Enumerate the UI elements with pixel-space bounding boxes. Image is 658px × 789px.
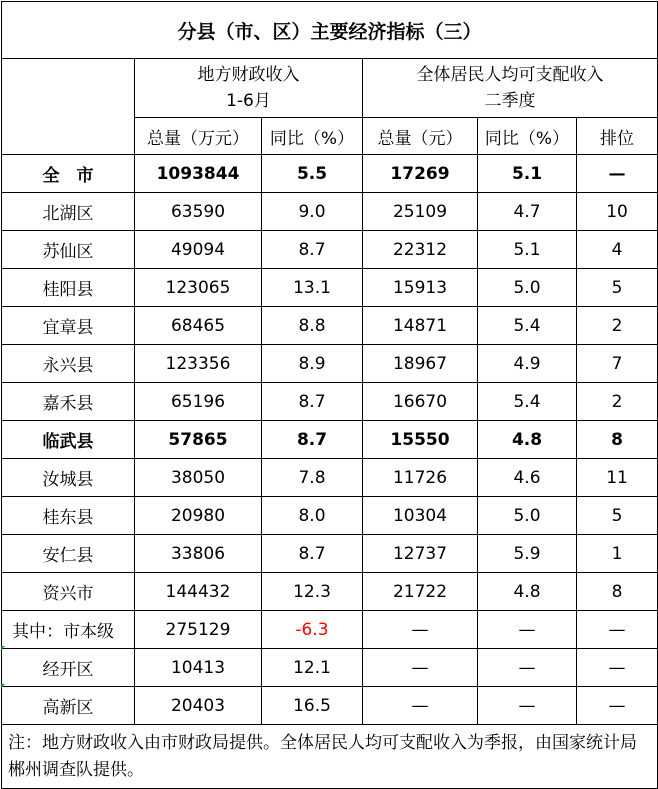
table-row — [2, 459, 658, 497]
row-name: 临武县 — [2, 421, 135, 459]
table-row — [2, 269, 658, 307]
income-group-period: 二季度 — [484, 91, 536, 111]
income-yoy-cell: 5.9 — [478, 535, 577, 573]
fiscal-yoy-cell: 12.1 — [262, 649, 363, 687]
fiscal-yoy-cell: 8.7 — [262, 231, 363, 269]
fiscal-yoy-cell: 8.7 — [262, 383, 363, 421]
income-yoy-cell: 5.1 — [478, 231, 577, 269]
table-row — [2, 155, 658, 193]
col-header-income-yoy: 同比（%） — [478, 118, 577, 155]
fiscal-yoy-cell: 8.0 — [262, 497, 363, 535]
income-yoy-cell: — — [478, 687, 577, 725]
fiscal-yoy-cell: 13.1 — [262, 269, 363, 307]
col-header-rank: 排位 — [577, 118, 658, 155]
row-name: 嘉禾县 — [2, 383, 135, 421]
table-row — [2, 611, 658, 649]
table-title: 分县（市、区）主要经济指标（三） — [2, 2, 658, 59]
cell-marker-icon — [1, 684, 5, 688]
fiscal-group-title: 地方财政收入 — [197, 65, 300, 85]
fiscal-total-cell: 33806 — [135, 535, 262, 573]
col-header-fiscal-total: 总量（万元） — [135, 118, 262, 155]
income-yoy-cell: 4.9 — [478, 345, 577, 383]
fiscal-total-cell: 63590 — [135, 193, 262, 231]
income-total-cell: 18967 — [363, 345, 478, 383]
cell-marker-icon — [1, 646, 5, 650]
rank-cell: 7 — [577, 345, 658, 383]
table-row — [2, 193, 658, 231]
row-name: 资兴市 — [2, 573, 135, 611]
row-name: 全 市 — [2, 155, 135, 193]
rank-cell: 4 — [577, 231, 658, 269]
rank-cell: 2 — [577, 307, 658, 345]
fiscal-total-cell: 1093844 — [135, 155, 262, 193]
row-name: 其中：市本级 — [2, 611, 135, 649]
fiscal-total-cell: 10413 — [135, 649, 262, 687]
income-total-cell: 16670 — [363, 383, 478, 421]
rank-cell: 2 — [577, 383, 658, 421]
row-name: 安仁县 — [2, 535, 135, 573]
income-yoy-cell: 4.7 — [478, 193, 577, 231]
income-yoy-cell: — — [478, 649, 577, 687]
table-row — [2, 421, 658, 459]
fiscal-total-cell: 20980 — [135, 497, 262, 535]
indicator-table — [1, 1, 658, 789]
fiscal-total-cell: 275129 — [135, 611, 262, 649]
table-row — [2, 535, 658, 573]
rank-cell: 5 — [577, 269, 658, 307]
fiscal-yoy-cell: 12.3 — [262, 573, 363, 611]
fiscal-group-period: 1-6月 — [226, 91, 271, 111]
fiscal-yoy-cell: 5.5 — [262, 155, 363, 193]
table-row — [2, 649, 658, 687]
income-yoy-cell: 4.8 — [478, 573, 577, 611]
fiscal-total-cell: 144432 — [135, 573, 262, 611]
fiscal-yoy-cell: 16.5 — [262, 687, 363, 725]
income-total-cell: 15550 — [363, 421, 478, 459]
fiscal-yoy-cell: 8.8 — [262, 307, 363, 345]
income-total-cell: 25109 — [363, 193, 478, 231]
col-header-income-total: 总量（元） — [363, 118, 478, 155]
fiscal-yoy-cell: 9.0 — [262, 193, 363, 231]
table-row — [2, 497, 658, 535]
fiscal-total-cell: 49094 — [135, 231, 262, 269]
rank-cell: 8 — [577, 421, 658, 459]
table-row — [2, 231, 658, 269]
income-yoy-cell: 5.4 — [478, 307, 577, 345]
row-name: 经开区 — [2, 649, 135, 687]
table-row — [2, 573, 658, 611]
income-total-cell: — — [363, 611, 478, 649]
fiscal-yoy-cell: 7.8 — [262, 459, 363, 497]
rank-cell: 11 — [577, 459, 658, 497]
footnote: 注：地方财政收入由市财政局提供。全体居民人均可支配收入为季报，由国家统计局郴州调查队提供。 — [2, 725, 658, 789]
fiscal-total-cell: 65196 — [135, 383, 262, 421]
rank-cell: 1 — [577, 535, 658, 573]
rank-cell: 10 — [577, 193, 658, 231]
income-yoy-cell: 5.1 — [478, 155, 577, 193]
rank-cell: — — [577, 649, 658, 687]
col-header-fiscal-yoy: 同比（%） — [262, 118, 363, 155]
fiscal-total-cell: 20403 — [135, 687, 262, 725]
row-name: 汝城县 — [2, 459, 135, 497]
rank-cell: 5 — [577, 497, 658, 535]
fiscal-total-cell: 123065 — [135, 269, 262, 307]
row-name: 桂东县 — [2, 497, 135, 535]
fiscal-total-cell: 38050 — [135, 459, 262, 497]
income-total-cell: 22312 — [363, 231, 478, 269]
row-name: 北湖区 — [2, 193, 135, 231]
income-yoy-cell: — — [478, 611, 577, 649]
row-name: 永兴县 — [2, 345, 135, 383]
income-yoy-cell: 5.4 — [478, 383, 577, 421]
income-group-header — [363, 59, 658, 118]
fiscal-yoy-cell: -6.3 — [262, 611, 363, 649]
table-row — [2, 345, 658, 383]
income-yoy-cell: 5.0 — [478, 497, 577, 535]
income-total-cell: 17269 — [363, 155, 478, 193]
income-total-cell: 21722 — [363, 573, 478, 611]
rank-cell: — — [577, 687, 658, 725]
income-yoy-cell: 4.6 — [478, 459, 577, 497]
rank-cell: — — [577, 611, 658, 649]
fiscal-total-cell: 123356 — [135, 345, 262, 383]
fiscal-yoy-cell: 8.7 — [262, 421, 363, 459]
row-name: 桂阳县 — [2, 269, 135, 307]
fiscal-group-header — [135, 59, 363, 118]
row-name: 苏仙区 — [2, 231, 135, 269]
corner-cell — [2, 59, 135, 155]
income-total-cell: 10304 — [363, 497, 478, 535]
income-total-cell: 11726 — [363, 459, 478, 497]
row-name: 宜章县 — [2, 307, 135, 345]
rank-cell: — — [577, 155, 658, 193]
income-total-cell: 15913 — [363, 269, 478, 307]
rank-cell: 8 — [577, 573, 658, 611]
income-yoy-cell: 5.0 — [478, 269, 577, 307]
income-total-cell: 14871 — [363, 307, 478, 345]
fiscal-total-cell: 68465 — [135, 307, 262, 345]
table-row — [2, 383, 658, 421]
income-total-cell: 12737 — [363, 535, 478, 573]
table-row — [2, 307, 658, 345]
income-yoy-cell: 4.8 — [478, 421, 577, 459]
table-row — [2, 687, 658, 725]
row-name: 高新区 — [2, 687, 135, 725]
income-group-title: 全体居民人均可支配收入 — [416, 65, 604, 85]
income-total-cell: — — [363, 649, 478, 687]
fiscal-total-cell: 57865 — [135, 421, 262, 459]
fiscal-yoy-cell: 8.9 — [262, 345, 363, 383]
income-total-cell: — — [363, 687, 478, 725]
fiscal-yoy-cell: 8.7 — [262, 535, 363, 573]
